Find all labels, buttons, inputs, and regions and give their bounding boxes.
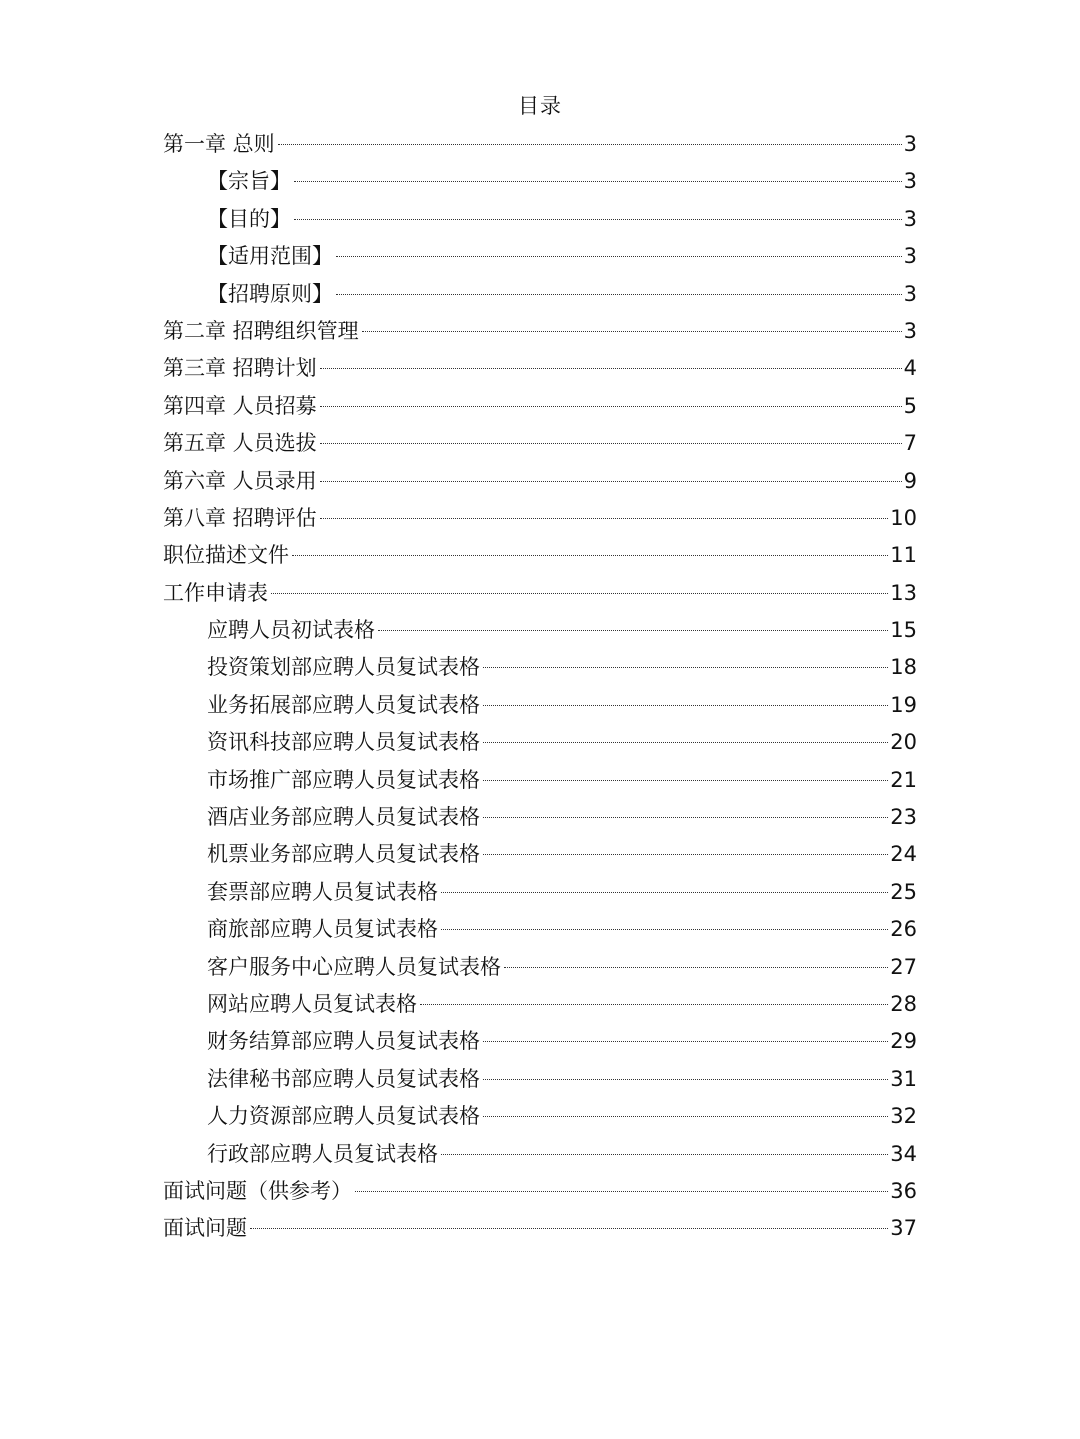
toc-entry-page-number: 18 [890,655,917,680]
toc-dot-leader [362,331,902,332]
toc-entry[interactable] [163,724,917,761]
toc-dot-leader [441,929,888,930]
toc-entry-page-number: 7 [903,431,917,456]
toc-dot-leader [278,144,902,145]
toc-entry-label: 人力资源部应聘人员复试表格 [207,1104,480,1129]
toc-dot-leader [483,705,888,706]
toc-dot-leader [483,742,888,743]
toc-entry[interactable] [163,1023,917,1060]
toc-entry[interactable] [163,201,917,238]
toc-entry-label: 面试问题 [163,1216,247,1241]
toc-entry-page-number: 23 [890,805,917,830]
toc-entry[interactable] [163,313,917,350]
toc-entry[interactable] [163,1210,917,1247]
toc-entry-label: 法律秘书部应聘人员复试表格 [207,1066,480,1091]
toc-dot-leader [441,1154,888,1155]
toc-entry-page-number: 15 [890,618,917,643]
toc-entry[interactable] [163,276,917,313]
toc-dot-leader [320,406,902,407]
toc-dot-leader [504,967,888,968]
toc-entry[interactable] [163,799,917,836]
toc-entry-page-number: 9 [903,468,917,493]
toc-entry[interactable] [163,762,917,799]
toc-dot-leader [292,555,888,556]
toc-list [163,126,917,1248]
toc-entry-label: 【目的】 [207,206,291,231]
toc-dot-leader [483,780,888,781]
toc-entry-label: 网站应聘人员复试表格 [207,991,417,1016]
toc-entry-page-number: 32 [890,1104,917,1129]
toc-entry[interactable] [163,649,917,686]
toc-entry-label: 第三章 招聘计划 [163,356,317,381]
toc-entry-page-number: 21 [890,767,917,792]
toc-entry-label: 【适用范围】 [207,244,333,269]
toc-dot-leader [294,219,902,220]
toc-entry-label: 【招聘原则】 [207,281,333,306]
toc-dot-leader [483,1041,888,1042]
toc-dot-leader [320,518,889,519]
toc-entry-label: 业务拓展部应聘人员复试表格 [207,692,480,717]
toc-entry-label: 第一章 总则 [163,132,275,156]
toc-entry-label: 第八章 招聘评估 [163,505,317,530]
toc-entry[interactable] [163,1061,917,1098]
toc-entry-page-number: 20 [890,730,917,755]
toc-dot-leader [320,368,902,369]
toc-entry-page-number: 37 [890,1216,917,1241]
toc-entry-label: 职位描述文件 [163,543,289,568]
toc-entry[interactable] [163,836,917,873]
toc-entry[interactable] [163,126,917,163]
toc-dot-leader [483,854,888,855]
toc-entry-label: 第五章 人员选拔 [163,431,317,456]
toc-entry-label: 行政部应聘人员复试表格 [207,1141,438,1166]
toc-entry-page-number: 3 [903,318,917,343]
toc-entry-label: 市场推广部应聘人员复试表格 [207,767,480,792]
toc-entry-label: 商旅部应聘人员复试表格 [207,917,438,942]
toc-dot-leader [294,181,902,182]
toc-entry[interactable] [163,463,917,500]
toc-dot-leader [336,256,902,257]
toc-entry-page-number: 13 [890,580,917,605]
toc-entry[interactable] [163,1173,917,1210]
toc-entry[interactable] [163,874,917,911]
toc-entry[interactable] [163,425,917,462]
toc-entry-label: 面试问题（供参考） [163,1178,352,1203]
toc-dot-leader [483,1079,888,1080]
toc-entry-page-number: 10 [890,505,917,530]
toc-entry-page-number: 28 [890,991,917,1016]
toc-entry-page-number: 3 [903,169,917,194]
toc-entry-label: 第二章 招聘组织管理 [163,318,359,343]
toc-entry-page-number: 27 [890,954,917,979]
toc-entry-page-number: 19 [890,692,917,717]
toc-entry-page-number: 11 [890,543,917,568]
toc-entry-page-number: 3 [903,281,917,306]
toc-entry-label: 第六章 人员录用 [163,468,317,493]
toc-entry[interactable] [163,1136,917,1173]
toc-entry[interactable] [163,163,917,200]
toc-dot-leader [271,593,888,594]
toc-entry-page-number: 3 [903,132,917,156]
toc-entry-label: 酒店业务部应聘人员复试表格 [207,805,480,830]
toc-entry[interactable] [163,575,917,612]
toc-entry-label: 财务结算部应聘人员复试表格 [207,1029,480,1054]
toc-dot-leader [483,667,888,668]
toc-entry[interactable] [163,388,917,425]
toc-entry[interactable] [163,1098,917,1135]
toc-entry-label: 机票业务部应聘人员复试表格 [207,842,480,867]
toc-entry-page-number: 26 [890,917,917,942]
toc-entry[interactable] [163,687,917,724]
toc-entry[interactable] [163,949,917,986]
toc-dot-leader [336,294,902,295]
toc-entry-label: 投资策划部应聘人员复试表格 [207,655,480,680]
toc-dot-leader [320,443,902,444]
toc-entry[interactable] [163,238,917,275]
toc-entry[interactable] [163,986,917,1023]
toc-entry[interactable] [163,911,917,948]
toc-dot-leader [355,1191,888,1192]
toc-entry-page-number: 29 [890,1029,917,1054]
toc-dot-leader [441,892,888,893]
toc-entry[interactable] [163,537,917,574]
toc-dot-leader [378,630,888,631]
toc-entry-page-number: 3 [903,206,917,231]
toc-entry-label: 客户服务中心应聘人员复试表格 [207,954,501,979]
toc-entry[interactable] [163,612,917,649]
toc-dot-leader [250,1228,888,1229]
toc-entry-page-number: 5 [903,393,917,418]
toc-entry-page-number: 31 [890,1066,917,1091]
toc-entry[interactable] [163,500,917,537]
toc-dot-leader [483,1116,888,1117]
toc-dot-leader [420,1004,888,1005]
toc-entry-page-number: 25 [890,879,917,904]
toc-entry-page-number: 4 [903,356,917,381]
toc-dot-leader [320,481,902,482]
toc-entry-label: 【宗旨】 [207,169,291,194]
toc-entry-label: 第四章 人员招募 [163,393,317,418]
toc-dot-leader [483,817,888,818]
toc-entry-page-number: 3 [903,244,917,269]
toc-entry-page-number: 36 [890,1178,917,1203]
toc-entry-label: 工作申请表 [163,580,268,605]
toc-entry-label: 资讯科技部应聘人员复试表格 [207,730,480,755]
toc-entry-page-number: 24 [890,842,917,867]
toc-entry-page-number: 34 [890,1141,917,1166]
toc-entry-label: 应聘人员初试表格 [207,618,375,643]
toc-entry[interactable] [163,350,917,387]
toc-entry-label: 套票部应聘人员复试表格 [207,879,438,904]
toc-title: 目录 [518,94,562,118]
